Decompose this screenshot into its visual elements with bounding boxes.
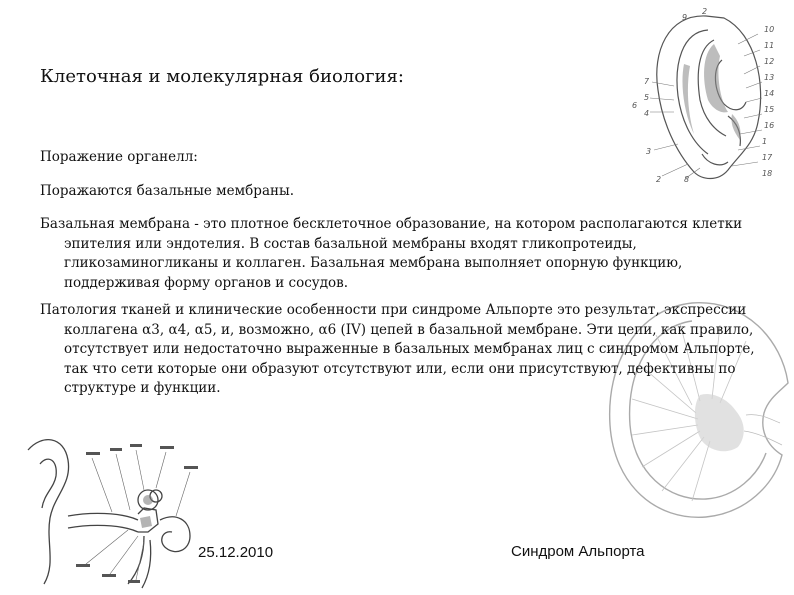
ear-label-9: 9 <box>682 13 688 22</box>
ear-label-2-top: 2 <box>702 7 708 16</box>
inner-ear-icon <box>20 424 210 592</box>
ear-label-3: 3 <box>646 147 652 156</box>
paragraph-basement-membrane-definition: Базальная мембрана - это плотное бесклеточное образование, на котором располагаются клетки эпителия или эндотелия. В состав базальной мембраны входят гликопротеиды, гликозаминогликаны и коллаген. Базальная мембрана выполняет опорную функцию, поддерживая форму органов и сосудов. <box>40 216 743 291</box>
footer-date: 25.12.2010 <box>198 544 274 561</box>
ear-label-12: 12 <box>764 57 775 66</box>
paragraph-organelle-damage: Поражение органелл: <box>40 149 198 165</box>
ear-label-11: 11 <box>764 41 775 50</box>
ear-label-13: 13 <box>764 73 775 82</box>
ear-label-14: 14 <box>764 89 775 98</box>
paragraph-alport-pathology: Патология тканей и клинические особенности при синдроме Альпорте это результат, экспрессии коллагена α3, α4, α5, и, возможно, α6 (IV) цепей в базальной мембране. Эти цепи, как правило, отсутствует или недостаточно выраженные в базальных мембранах лиц с синдромом Альпорте, так что сети которые они образуют отсутствуют или, если они присутствуют, дефективны по структуре и функции. <box>40 302 755 396</box>
ear-label-16: 16 <box>764 121 775 130</box>
paragraph-basement-membranes: Поражаются базальные мембраны. <box>40 182 295 199</box>
ear-label-18: 18 <box>762 169 773 178</box>
slide-body <box>40 148 756 407</box>
footer-title: Синдром Альпорта <box>511 543 645 560</box>
ear-label-4: 4 <box>644 109 650 118</box>
slide-title: Клеточная и молекулярная биология: <box>40 66 404 87</box>
ear-label-15: 15 <box>764 105 775 114</box>
ear-label-8: 8 <box>684 175 690 184</box>
ear-label-1: 1 <box>762 137 768 146</box>
ear-label-10: 10 <box>764 25 775 34</box>
ear-label-17: 17 <box>762 153 773 162</box>
ear-label-7: 7 <box>644 77 650 86</box>
ear-label-2: 2 <box>656 175 662 184</box>
ear-label-6: 6 <box>632 101 638 110</box>
ear-label-5: 5 <box>644 93 650 102</box>
